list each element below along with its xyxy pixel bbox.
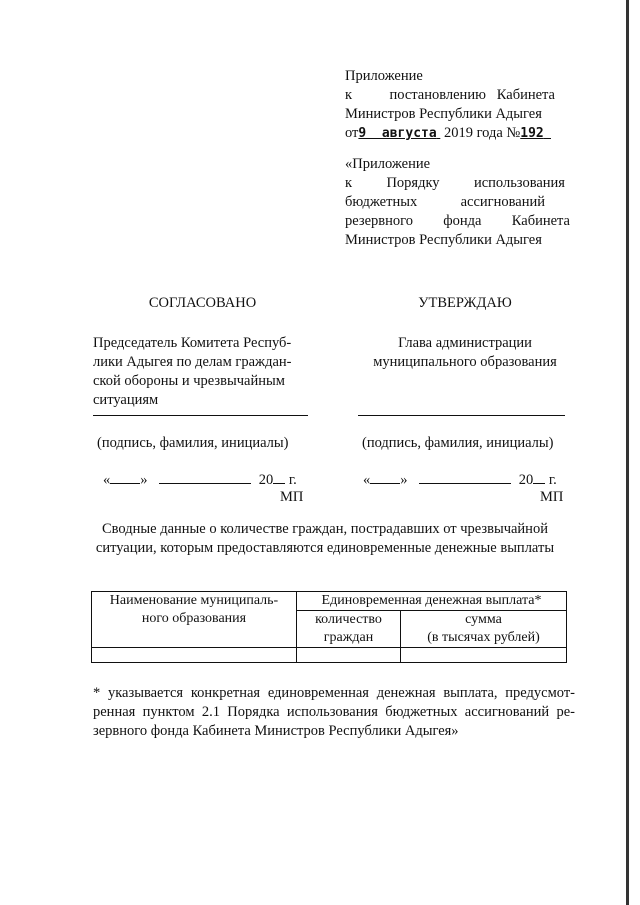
summary-title-line: Сводные данные о количестве граждан, пострадавших от чрезвычайной (102, 521, 548, 537)
approve-position (355, 334, 575, 372)
col-group-header: Единовременная денежная выплата* (297, 592, 567, 611)
appendix2-line-2 (345, 174, 565, 193)
appendix-line-2 (345, 86, 555, 105)
appendix2-ministers: Министров Республики Адыгея (345, 232, 542, 248)
handwritten-date: 9 августа (358, 126, 437, 141)
table-cell[interactable] (92, 648, 297, 663)
header-line: (в тысячах рублей) (427, 630, 540, 645)
scan-edge (626, 0, 629, 905)
appendix-ministers: Министров Республики Адыгея (345, 106, 542, 122)
table-cell[interactable] (401, 648, 567, 663)
agreed-signature-line (93, 415, 308, 416)
appendix-resolution-text: постановлению Кабинета (389, 87, 555, 103)
word: Кабинета (511, 213, 570, 229)
agreed-position (93, 334, 313, 410)
table-cell[interactable] (297, 648, 401, 663)
quote-open: « (103, 472, 111, 488)
appendix2-title: «Приложение (345, 156, 431, 172)
year-prefix: 20 (258, 472, 274, 488)
appendix-k: к (345, 87, 353, 103)
year-suffix: г. (548, 472, 557, 488)
approve-seal: МП (540, 489, 564, 505)
position-line: лики Адыгея по делам граждан- (93, 354, 292, 370)
position-line: муниципального образования (373, 354, 557, 370)
agreed-date-line (103, 470, 308, 490)
approve-signature-caption: (подпись, фамилия, инициалы) (362, 435, 554, 451)
quote-close: » (400, 472, 408, 488)
header-line: ного образования (141, 611, 247, 626)
agreed-heading: СОГЛАСОВАНО (148, 295, 257, 311)
agreed-seal: МП (280, 489, 304, 505)
appendix-title: Приложение (345, 68, 423, 84)
col-municipality-header (92, 592, 297, 648)
header-line: граждан (323, 630, 374, 645)
handwritten-number: 192 (520, 126, 544, 141)
header-line: сумма (465, 612, 502, 627)
year-prefix: 20 (518, 472, 534, 488)
approve-heading: УТВЕРЖДАЮ (418, 295, 512, 311)
quote-close: » (140, 472, 148, 488)
footnote-line: зервного фонда Кабинета Министров Республики Адыгея» (93, 723, 459, 739)
footnote-line: * указывается конкретная единовременная денежная выплата, предусмот- (93, 685, 575, 701)
position-line: Председатель Комитета Респуб- (93, 335, 292, 351)
header-line: количество (315, 612, 382, 627)
word: бюджетных (345, 194, 418, 210)
appendix-date-line (345, 124, 560, 143)
appendix2-line-3 (345, 193, 545, 212)
col-sum-header (401, 611, 567, 648)
footnote-line: ренная пунктом 2.1 Порядка использования бюджетных ассигнований ре- (93, 704, 575, 720)
footnote (93, 684, 575, 741)
approve-signature-line (358, 415, 565, 416)
word: фонда (443, 213, 482, 229)
word: использования (473, 175, 565, 191)
summary-title-line: ситуации, которым предоставляются единовременные денежные выплаты (95, 540, 555, 556)
approve-date-line (363, 470, 573, 490)
table-header-row (92, 592, 567, 611)
date-year-number: 2019 года № (443, 125, 521, 141)
word: ассигнований (460, 194, 545, 210)
payments-table (91, 591, 567, 663)
col-count-header (297, 611, 401, 648)
position-line: ской обороны и чрезвычайным (93, 373, 285, 389)
table-row (92, 648, 567, 663)
word: резервного (345, 213, 413, 229)
year-suffix: г. (288, 472, 297, 488)
summary-title (70, 520, 580, 558)
quote-open: « (363, 472, 371, 488)
header-line: Наименование муниципаль- (109, 593, 279, 608)
agreed-signature-caption: (подпись, фамилия, инициалы) (97, 435, 289, 451)
date-prefix: от (345, 125, 359, 141)
word: к (345, 175, 353, 191)
appendix2-line-4 (345, 212, 570, 231)
position-line: ситуациям (93, 392, 159, 408)
position-line: Глава администрации (398, 335, 532, 351)
word: Порядку (386, 175, 440, 191)
